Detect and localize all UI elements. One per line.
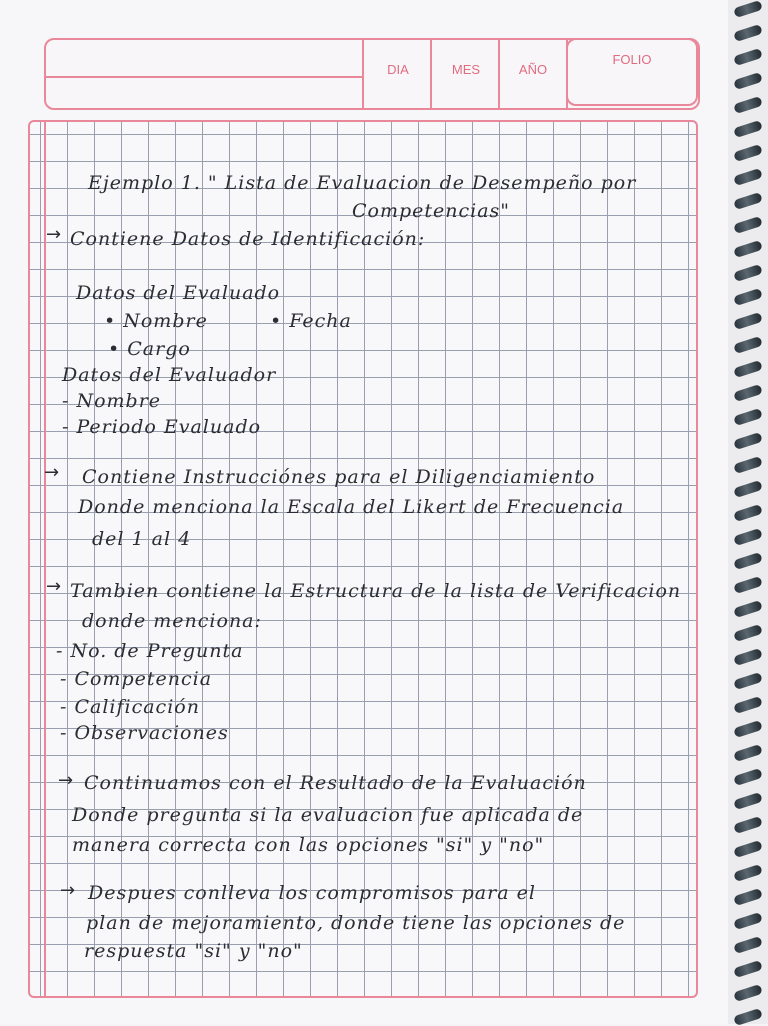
anio-label: AÑO xyxy=(498,40,568,108)
spiral-coil xyxy=(733,96,763,114)
spiral-coil xyxy=(733,792,763,810)
instructions-line-3: del 1 al 4 xyxy=(92,528,192,550)
result-line-1: Continuamos con el Resultado de la Evaluación xyxy=(84,772,587,794)
mes-label: MES xyxy=(430,40,500,108)
evaluado-fecha: • Fecha xyxy=(270,310,352,332)
spiral-binding xyxy=(728,0,768,1024)
structure-line-2: donde menciona: xyxy=(82,610,262,632)
grid-writing-area xyxy=(28,120,698,998)
spiral-coil xyxy=(733,264,763,282)
spiral-coil xyxy=(733,0,763,18)
arrow-icon: → xyxy=(46,224,62,245)
spiral-coil xyxy=(733,744,763,762)
arrow-icon: → xyxy=(44,462,60,483)
section-identification-heading: Contiene Datos de Identificación: xyxy=(70,228,426,250)
arrow-icon: → xyxy=(58,770,74,791)
spiral-coil xyxy=(733,1008,763,1026)
arrow-icon: → xyxy=(46,576,62,597)
evaluado-cargo: • Cargo xyxy=(108,338,191,360)
spiral-coil xyxy=(733,960,763,978)
spiral-coil xyxy=(733,168,763,186)
commitments-line-2: plan de mejoramiento, donde tiene las opciones de xyxy=(86,912,626,934)
spiral-coil xyxy=(733,360,763,378)
spiral-coil xyxy=(733,912,763,930)
header-divider xyxy=(46,76,362,78)
spiral-coil xyxy=(733,720,763,738)
spiral-coil xyxy=(733,840,763,858)
commitments-line-1: Despues conlleva los compromisos para el xyxy=(88,882,536,904)
spiral-coil xyxy=(733,288,763,306)
evaluado-nombre: • Nombre xyxy=(104,310,208,332)
spiral-coil xyxy=(733,216,763,234)
spiral-coil xyxy=(733,144,763,162)
spiral-coil xyxy=(733,624,763,642)
spiral-coil xyxy=(733,120,763,138)
evaluado-heading: Datos del Evaluado xyxy=(76,282,281,304)
evaluador-nombre: - Nombre xyxy=(62,390,162,412)
spiral-coil xyxy=(733,576,763,594)
title-line-1: Ejemplo 1. " Lista de Evaluacion de Desempeño por xyxy=(88,172,637,194)
instructions-line-1: Contiene Instrucciónes para el Diligenciamiento xyxy=(82,466,596,488)
spiral-coil xyxy=(733,384,763,402)
spiral-coil xyxy=(733,816,763,834)
folio-label: FOLIO xyxy=(566,38,698,106)
spiral-coil xyxy=(733,888,763,906)
spiral-coil xyxy=(733,312,763,330)
spiral-coil xyxy=(733,648,763,666)
spiral-coil xyxy=(733,864,763,882)
spiral-coil xyxy=(733,528,763,546)
structure-item-pregunta: - No. de Pregunta xyxy=(56,640,244,662)
result-line-2: Donde pregunta si la evaluacion fue aplicada de xyxy=(72,804,584,826)
structure-item-observaciones: - Observaciones xyxy=(60,722,229,744)
instructions-line-2: Donde menciona la Escala del Likert de Frecuencia xyxy=(78,496,625,518)
spiral-coil xyxy=(733,480,763,498)
spiral-coil xyxy=(733,984,763,1002)
spiral-coil xyxy=(733,432,763,450)
structure-item-calificacion: - Calificación xyxy=(60,696,200,718)
spiral-coil xyxy=(733,936,763,954)
evaluador-periodo: - Periodo Evaluado xyxy=(62,416,262,438)
structure-item-competencia: - Competencia xyxy=(60,668,213,690)
spiral-coil xyxy=(733,456,763,474)
spiral-coil xyxy=(733,672,763,690)
spiral-coil xyxy=(733,336,763,354)
evaluador-heading: Datos del Evaluador xyxy=(62,364,277,386)
spiral-coil xyxy=(733,504,763,522)
spiral-coil xyxy=(733,600,763,618)
page-header-box xyxy=(44,38,700,110)
title-line-2: Competencias" xyxy=(352,200,511,222)
spiral-coil xyxy=(733,72,763,90)
spiral-coil xyxy=(733,768,763,786)
spiral-coil xyxy=(733,48,763,66)
spiral-coil xyxy=(733,192,763,210)
spiral-coil xyxy=(733,408,763,426)
spiral-coil xyxy=(733,696,763,714)
commitments-line-3: respuesta "si" y "no" xyxy=(84,940,303,962)
spiral-coil xyxy=(733,24,763,42)
spiral-coil xyxy=(733,552,763,570)
dia-label: DIA xyxy=(362,40,432,108)
arrow-icon: → xyxy=(60,880,76,901)
spiral-coil xyxy=(733,240,763,258)
structure-line-1: Tambien contiene la Estructura de la lista de Verificacion xyxy=(70,580,682,602)
result-line-3: manera correcta con las opciones "si" y "no" xyxy=(72,834,545,856)
margin-line xyxy=(44,122,46,996)
